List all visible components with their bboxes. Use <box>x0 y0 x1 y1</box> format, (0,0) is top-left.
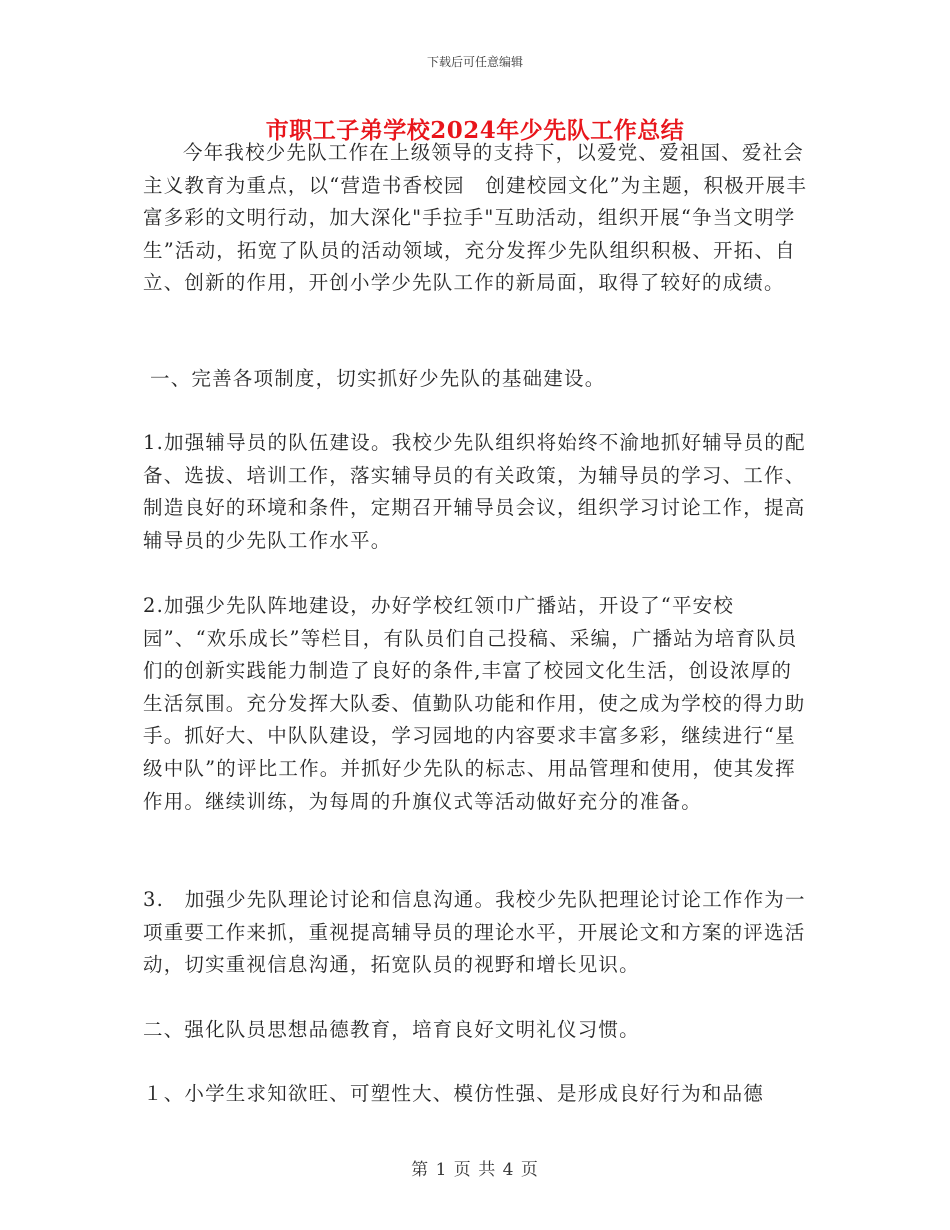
header-note: 下载后可任意编辑 <box>426 55 523 69</box>
intro-paragraph <box>143 137 808 300</box>
item1-paragraph <box>143 427 808 557</box>
section2-heading-text: 二、强化队员思想品德教育，培育良好文明礼仪习惯。 <box>143 1018 640 1041</box>
item2-1-text: １、小学生求知欲旺、可塑性大、模仿性强、是形成良好行为和品德 <box>143 1082 765 1105</box>
document-title: 市职工子弟学校2024年少先队工作总结 <box>265 117 685 144</box>
section1-heading <box>150 363 815 396</box>
section2-heading <box>143 1014 808 1047</box>
item1-text: 1.加强辅导员的队伍建设。我校少先队组织将始终不渝地抓好辅导员的配备、选拔、培训工作，落实辅导员的有关政策，为辅导员的学习、工作、制造良好的环境和条件，定期召开辅导员会议，组织学习讨论工作，提高辅导员的少先队工作水平。 <box>143 431 806 552</box>
item2-paragraph <box>143 590 808 818</box>
page-footer: 第 1 页 共 4 页 <box>411 1160 539 1180</box>
item3-paragraph <box>143 884 808 982</box>
section1-heading-text: 一、完善各项制度，切实抓好少先队的基础建设。 <box>150 367 606 390</box>
item2-text: 2.加强少先队阵地建设，办好学校红领巾广播站，开设了“平安校园”、“欢乐成长”等栏目，有队员们自己投稿、采编，广播站为培育队员们的创新实践能力制造了良好的条件,丰富了校园文化生活，创设浓厚的生活氛围。充分发挥大队委、值勤队功能和作用，使之成为学校的得力助手。抓好大、中队队建设，学习园地的内容要求丰富多彩，继续进行“星级中队”的评比工作。并抓好少先队的标志、用品管理和使用，使其发挥作用。继续训练，为每周的升旗仪式等活动做好充分的准备。 <box>143 594 806 813</box>
item2-1-paragraph <box>143 1078 808 1111</box>
item3-text: 3. 加强少先队理论讨论和信息沟通。我校少先队把理论讨论工作作为一项重要工作来抓，重视提高辅导员的理论水平，开展论文和方案的评选活动，切实重视信息沟通，拓宽队员的视野和增长见识。 <box>143 888 806 977</box>
intro-text: 今年我校少先队工作在上级领导的支持下，以爱党、爱祖国、爱社会主义教育为重点，以“营造书香校园 创建校园文化”为主题，积极开展丰富多彩的文明行动，加大深化"手拉手"互助活动，组织开展“争当文明学生”活动，拓宽了队员的活动领域，充分发挥少先队组织积极、开拓、自立、创新的作用，开创小学少先队工作的新局面，取得了较好的成绩。 <box>143 141 808 295</box>
